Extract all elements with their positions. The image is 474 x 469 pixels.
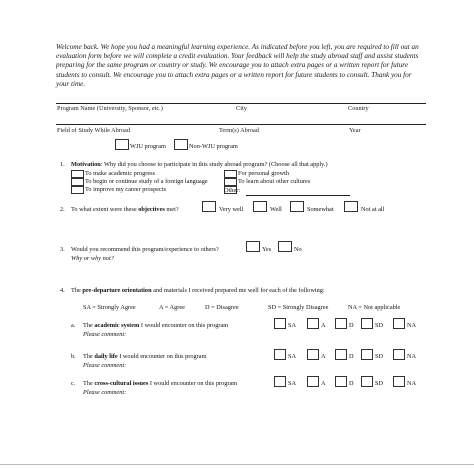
- field-of-study-line[interactable]: [56, 124, 426, 125]
- q4c-pre: The: [83, 380, 95, 387]
- q4a-bold: academic system: [94, 322, 140, 329]
- q4b-post: I would encounter on this program: [117, 353, 207, 360]
- q4b-bold: daily life: [94, 353, 118, 360]
- q1-option-3-checkbox[interactable]: [71, 186, 84, 194]
- q4a-post: I would encounter on this program: [139, 322, 229, 329]
- q1-option-4-checkbox[interactable]: [224, 170, 237, 178]
- q4b-text: [83, 353, 206, 360]
- q4a-na-label: NA: [407, 322, 417, 329]
- q1-option-6-label: Other:: [224, 187, 241, 194]
- q3-yes-checkbox[interactable]: [246, 241, 260, 252]
- q4-question: [71, 287, 325, 294]
- q4b-na-checkbox[interactable]: [393, 349, 405, 360]
- q1-option-2-checkbox[interactable]: [71, 178, 84, 186]
- q1-option-4-label: For personal growth: [238, 170, 290, 177]
- legend-sa: SA = Strongly Agree: [83, 304, 136, 311]
- city-label: City: [236, 105, 247, 112]
- q4b-sa-checkbox[interactable]: [274, 349, 286, 360]
- program-name-line[interactable]: [56, 103, 426, 104]
- program-name-label: Program Name (University, Sponsor, etc.): [57, 105, 163, 112]
- q4b-letter: b.: [71, 353, 76, 360]
- q3-question: Would you recommend this program/experience to others?: [71, 246, 219, 253]
- q4a-sa-checkbox[interactable]: [274, 318, 286, 329]
- q4-number: 4.: [60, 287, 65, 294]
- q4c-na-label: NA: [407, 380, 417, 387]
- page-bottom-rule: [0, 464, 474, 465]
- q4a-pre: The: [83, 322, 95, 329]
- q4a-sa-label: SA: [288, 322, 297, 329]
- q2-bold: objectives: [138, 206, 165, 213]
- q1-number: 1.: [60, 161, 65, 168]
- terms-abroad-label: Term(s) Abroad: [219, 127, 259, 134]
- q4c-post: I would encounter on this program: [148, 380, 238, 387]
- q4c-sd-checkbox[interactable]: [361, 376, 373, 387]
- legend-na: NA = Not applicable: [348, 304, 401, 311]
- q1-text: : Why did you choose to participate in this study abroad program? (Choose all that apply.): [100, 161, 328, 168]
- q4a-d-checkbox[interactable]: [335, 318, 347, 329]
- q4c-d-checkbox[interactable]: [335, 376, 347, 387]
- q2-pre: To what extent were these: [71, 206, 139, 213]
- legend-sd: SD = Strongly Disagree: [268, 304, 329, 311]
- intro-paragraph: Welcome back. We hope you had a meaningful learning experience. As indicated before you left, you are required to fill out an evaluation form before we will complete a credit evaluation. Your feedback will help the study abroad staff and assist students preparing for the same program or country or study. We encourage you to attach extra pages or a written report for future students to consult. We encourage you to attach extra pages or a written report for future students to consult. Thank you for your time.: [56, 43, 419, 88]
- q4a-na-checkbox[interactable]: [393, 318, 405, 329]
- q4a-comment-label: Please comment:: [83, 331, 127, 338]
- q4c-bold: cross-cultural issues: [94, 380, 149, 387]
- q4a-a-checkbox[interactable]: [307, 318, 319, 329]
- q4a-d-label: D: [349, 322, 354, 329]
- q4c-letter: c.: [71, 380, 76, 387]
- q4a-sd-checkbox[interactable]: [361, 318, 373, 329]
- q4-post: and materials I received prepared me well for each of the following:: [151, 287, 325, 294]
- q1-question: [71, 161, 328, 168]
- q4a-a-label: A: [321, 322, 326, 329]
- q4b-comment-label: Please comment:: [83, 362, 127, 369]
- q4b-d-label: D: [349, 353, 354, 360]
- q4c-d-label: D: [349, 380, 354, 387]
- q4c-text: [83, 380, 237, 387]
- country-label: Country: [348, 105, 369, 112]
- q2-very-well-label: Very well: [219, 206, 244, 213]
- q2-somewhat-label: Somewhat: [307, 206, 334, 213]
- q4c-comment-label: Please comment:: [83, 389, 127, 396]
- q1-option-5-label: To learn about other cultures: [238, 178, 311, 185]
- wju-program-label: WJU program: [130, 143, 166, 150]
- q4b-d-checkbox[interactable]: [335, 349, 347, 360]
- q4b-sd-checkbox[interactable]: [361, 349, 373, 360]
- q1-option-1-label: To make academic progress: [85, 170, 156, 177]
- legend-a: A = Agree: [159, 304, 185, 311]
- q1-lead: Motivation: [71, 161, 101, 168]
- q2-somewhat-checkbox[interactable]: [290, 201, 304, 212]
- q4c-a-label: A: [321, 380, 326, 387]
- q3-number: 3.: [60, 246, 65, 253]
- q4-bold: pre-departure orientation: [82, 287, 152, 294]
- q2-post: met?: [164, 206, 179, 213]
- q1-option-5-checkbox[interactable]: [224, 178, 237, 186]
- q3-yes-label: Yes: [262, 246, 272, 253]
- wju-program-checkbox[interactable]: [115, 139, 129, 150]
- q4a-sd-label: SD: [375, 322, 384, 329]
- q2-not-at-all-checkbox[interactable]: [344, 201, 358, 212]
- q1-option-1-checkbox[interactable]: [71, 170, 84, 178]
- q4c-sa-label: SA: [288, 380, 297, 387]
- q2-well-label: Well: [270, 206, 282, 213]
- q4b-a-label: A: [321, 353, 326, 360]
- q1-option-3-label: To improve my career prospects: [85, 186, 167, 193]
- q4c-sd-label: SD: [375, 380, 384, 387]
- q2-number: 2.: [60, 206, 65, 213]
- field-of-study-label: Field of Study While Abroad: [57, 127, 130, 134]
- q4b-sd-label: SD: [375, 353, 384, 360]
- q2-well-checkbox[interactable]: [253, 201, 267, 212]
- q3-why-label: Why or why not?: [71, 255, 114, 262]
- q2-very-well-checkbox[interactable]: [202, 201, 216, 212]
- q4a-text: [83, 322, 228, 329]
- legend-d: D = Disagree: [205, 304, 239, 311]
- q1-option-2-label: To begin or continue study of a foreign language: [85, 178, 208, 185]
- q4a-letter: a.: [71, 322, 76, 329]
- q2-question: [71, 206, 179, 213]
- q4b-a-checkbox[interactable]: [307, 349, 319, 360]
- q2-not-at-all-label: Not at all: [361, 206, 385, 213]
- year-label: Year: [349, 127, 361, 134]
- non-wju-program-label: Non-WJU program: [189, 143, 238, 150]
- q4-pre: The: [71, 287, 83, 294]
- non-wju-program-checkbox[interactable]: [174, 139, 188, 150]
- q3-no-checkbox[interactable]: [278, 241, 292, 252]
- q4c-a-checkbox[interactable]: [307, 376, 319, 387]
- q3-no-label: No: [294, 246, 302, 253]
- q4b-na-label: NA: [407, 353, 417, 360]
- q4c-sa-checkbox[interactable]: [274, 376, 286, 387]
- q4b-pre: The: [83, 353, 95, 360]
- q4b-sa-label: SA: [288, 353, 297, 360]
- q1-other-line[interactable]: [246, 195, 350, 196]
- q4c-na-checkbox[interactable]: [393, 376, 405, 387]
